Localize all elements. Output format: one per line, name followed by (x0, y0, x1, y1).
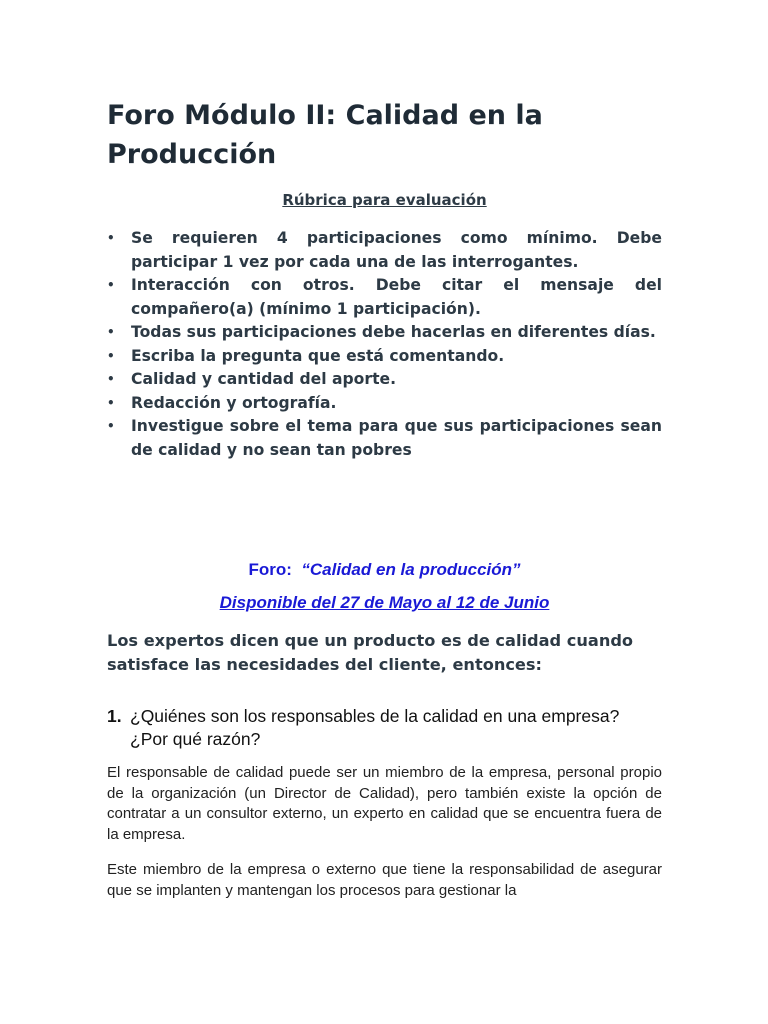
bullet-icon: • (107, 395, 115, 410)
rubric-list (107, 227, 662, 462)
list-item-text: Todas sus participaciones debe hacerlas en diferentes días. (131, 323, 656, 341)
list-item-text: Interacción con otros. Debe citar el mensaje del compañero(a) (mínimo 1 participación). (131, 276, 662, 318)
forum-label: Foro: (248, 560, 292, 579)
list-item (107, 274, 662, 321)
list-item (107, 368, 662, 392)
bullet-icon: • (107, 372, 115, 386)
list-item (107, 321, 662, 345)
availability-dates: Disponible del 27 de Mayo al 12 de Junio (219, 593, 550, 612)
list-item (107, 227, 662, 274)
page-title: Foro Módulo II: Calidad en la Producción (107, 100, 543, 170)
intro-text: Los expertos dicen que un producto es de calidad cuando satisface las necesidades del cliente, entonces: (107, 631, 634, 674)
rubric-heading: Rúbrica para evaluación (282, 191, 487, 209)
list-item-text: Investigue sobre el tema para que sus participaciones sean de calidad y no sean tan pobres (131, 417, 662, 459)
bullet-icon: • (107, 231, 115, 245)
list-item (107, 415, 662, 462)
bullet-icon: • (107, 348, 115, 363)
list-item (107, 392, 662, 416)
list-item-text: Se requieren 4 participaciones como mínimo. Debe participar 1 vez por cada una de las interrogantes. (131, 229, 662, 271)
question-text: ¿Quiénes son los responsables de la calidad en una empresa? ¿Por qué razón? (130, 706, 620, 749)
list-item-text: Redacción y ortografía. (131, 393, 337, 412)
bullet-icon: • (107, 325, 115, 339)
list-item-text: Escriba la pregunta que está comentando. (131, 346, 505, 365)
answer-paragraph-2: Este miembro de la empresa o externo que tiene la responsabilidad de asegurar que se implanten y mantengan los procesos para gestionar la (107, 861, 662, 899)
forum-name: “Calidad en la producción” (301, 560, 521, 579)
list-item (107, 345, 662, 369)
bullet-icon: • (107, 419, 115, 433)
bullet-icon: • (107, 278, 115, 292)
answer-paragraph-1: El responsable de calidad puede ser un miembro de la empresa, personal propio de la organización (un Director de Calidad), pero también existe la opción de contratar a un consultor externo, un experto en calidad que se encuentra fuera de la empresa. (107, 764, 662, 843)
question-1 (107, 705, 662, 751)
document-page (107, 96, 662, 916)
list-item-text: Calidad y cantidad del aporte. (131, 370, 397, 388)
forum-title (107, 560, 662, 580)
question-number: 1. (107, 706, 122, 726)
